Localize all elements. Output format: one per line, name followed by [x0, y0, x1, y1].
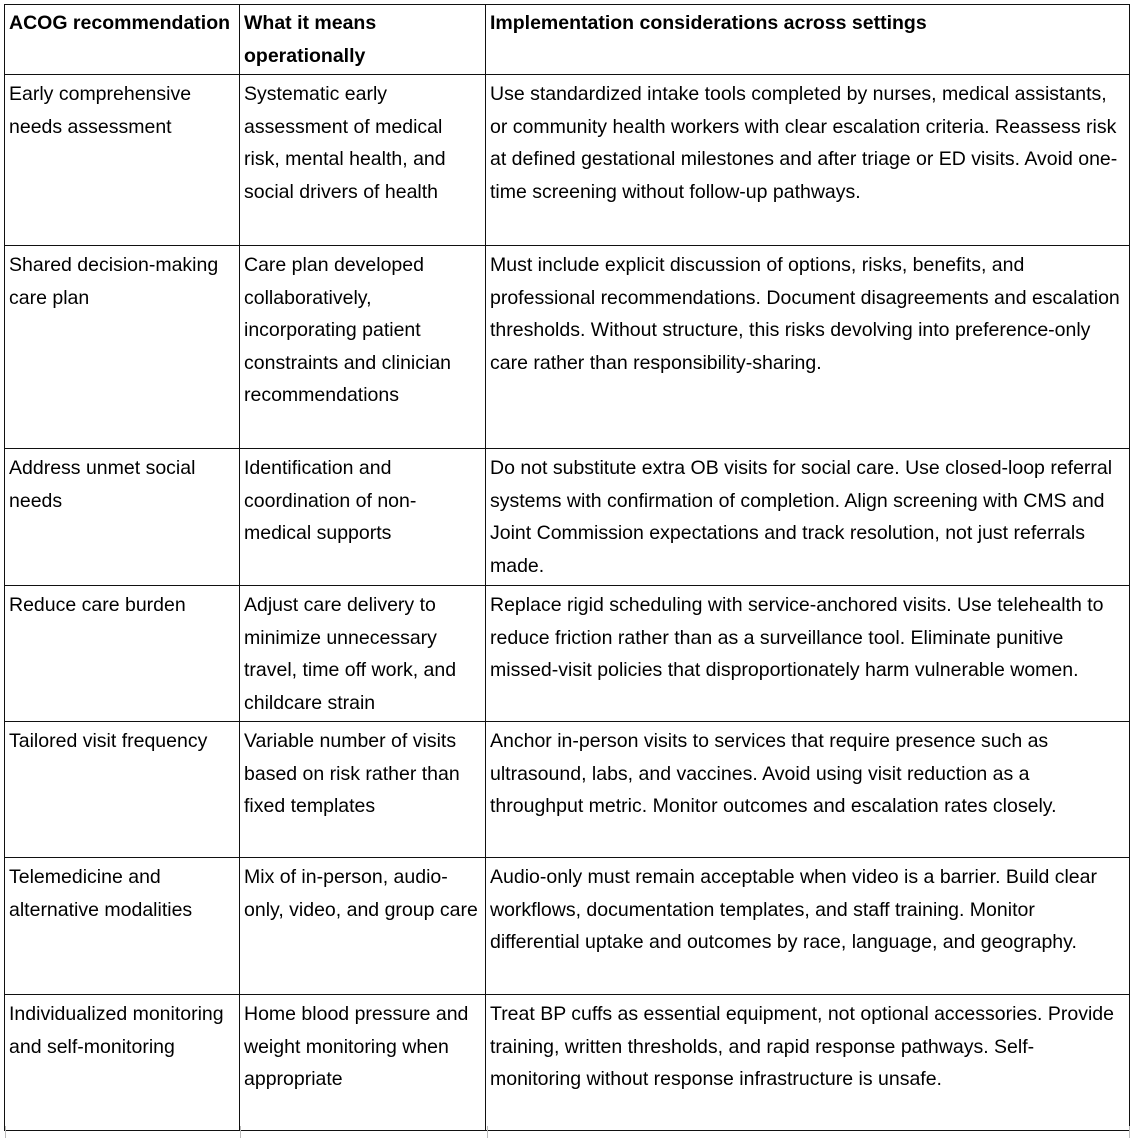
cell-implementation: Use standardized intake tools completed by nurses, medical assistants, or community health workers with clear escalation criteria. Reassess risk at defined gestational milestones and after triage or ED visits. Avoid one-time screening without follow-up pathways. [486, 75, 1130, 246]
cell-meaning: Home blood pressure and weight monitoring when appropriate [240, 995, 486, 1131]
cell-meaning: Systematic early assessment of medical risk, mental health, and social drivers of health [240, 75, 486, 246]
table-row [5, 75, 1130, 246]
cell-implementation: Must include explicit discussion of options, risks, benefits, and professional recommendations. Document disagreements and escalation thresholds. Without structure, this risks devolving into preference-only care rather than responsibility-sharing. [486, 246, 1130, 449]
header-row [5, 5, 1130, 75]
header-implementation: Implementation considerations across settings [486, 5, 1130, 75]
cell-recommendation: Individualized monitoring and self-monitoring [5, 995, 240, 1131]
cell-recommendation: Tailored visit frequency [5, 722, 240, 858]
table-row [5, 722, 1130, 858]
cell-recommendation: Early comprehensive needs assessment [5, 75, 240, 246]
cell-meaning: Adjust care delivery to minimize unnecessary travel, time off work, and childcare strain [240, 586, 486, 722]
cell-meaning: Care plan developed collaboratively, incorporating patient constraints and clinician recommendations [240, 246, 486, 449]
acog-recommendations-table [4, 4, 1130, 1131]
cell-recommendation: Address unmet social needs [5, 449, 240, 586]
cell-implementation: Replace rigid scheduling with service-anchored visits. Use telehealth to reduce friction rather than as a surveillance tool. Eliminate punitive missed-visit policies that disproportionately harm vulnerable women. [486, 586, 1130, 722]
cell-recommendation: Shared decision-making care plan [5, 246, 240, 449]
gridline-tail [487, 1126, 488, 1138]
header-meaning: What it means operationally [240, 5, 486, 75]
gridline-tail [1129, 1126, 1130, 1138]
table-row [5, 995, 1130, 1131]
gridline-tail [240, 1126, 241, 1138]
cell-recommendation: Telemedicine and alternative modalities [5, 858, 240, 995]
cell-implementation: Do not substitute extra OB visits for social care. Use closed-loop referral systems with confirmation of completion. Align screening with CMS and Joint Commission expectations and track resolution, not just referrals made. [486, 449, 1130, 586]
cell-implementation: Treat BP cuffs as essential equipment, not optional accessories. Provide training, written thresholds, and rapid response pathways. Self-monitoring without response infrastructure is unsafe. [486, 995, 1130, 1131]
gridline-tail [5, 1126, 6, 1138]
cell-implementation: Anchor in-person visits to services that require presence such as ultrasound, labs, and vaccines. Avoid using visit reduction as a throughput metric. Monitor outcomes and escalation rates closely. [486, 722, 1130, 858]
table-row [5, 858, 1130, 995]
table-row [5, 586, 1130, 722]
cell-implementation: Audio-only must remain acceptable when video is a barrier. Build clear workflows, documentation templates, and staff training. Monitor differential uptake and outcomes by race, language, and geography. [486, 858, 1130, 995]
cell-meaning: Identification and coordination of non-medical supports [240, 449, 486, 586]
table-row [5, 449, 1130, 586]
table-row [5, 246, 1130, 449]
cell-recommendation: Reduce care burden [5, 586, 240, 722]
cell-meaning: Mix of in-person, audio-only, video, and group care [240, 858, 486, 995]
cell-meaning: Variable number of visits based on risk rather than fixed templates [240, 722, 486, 858]
header-recommendation: ACOG recommendation [5, 5, 240, 75]
